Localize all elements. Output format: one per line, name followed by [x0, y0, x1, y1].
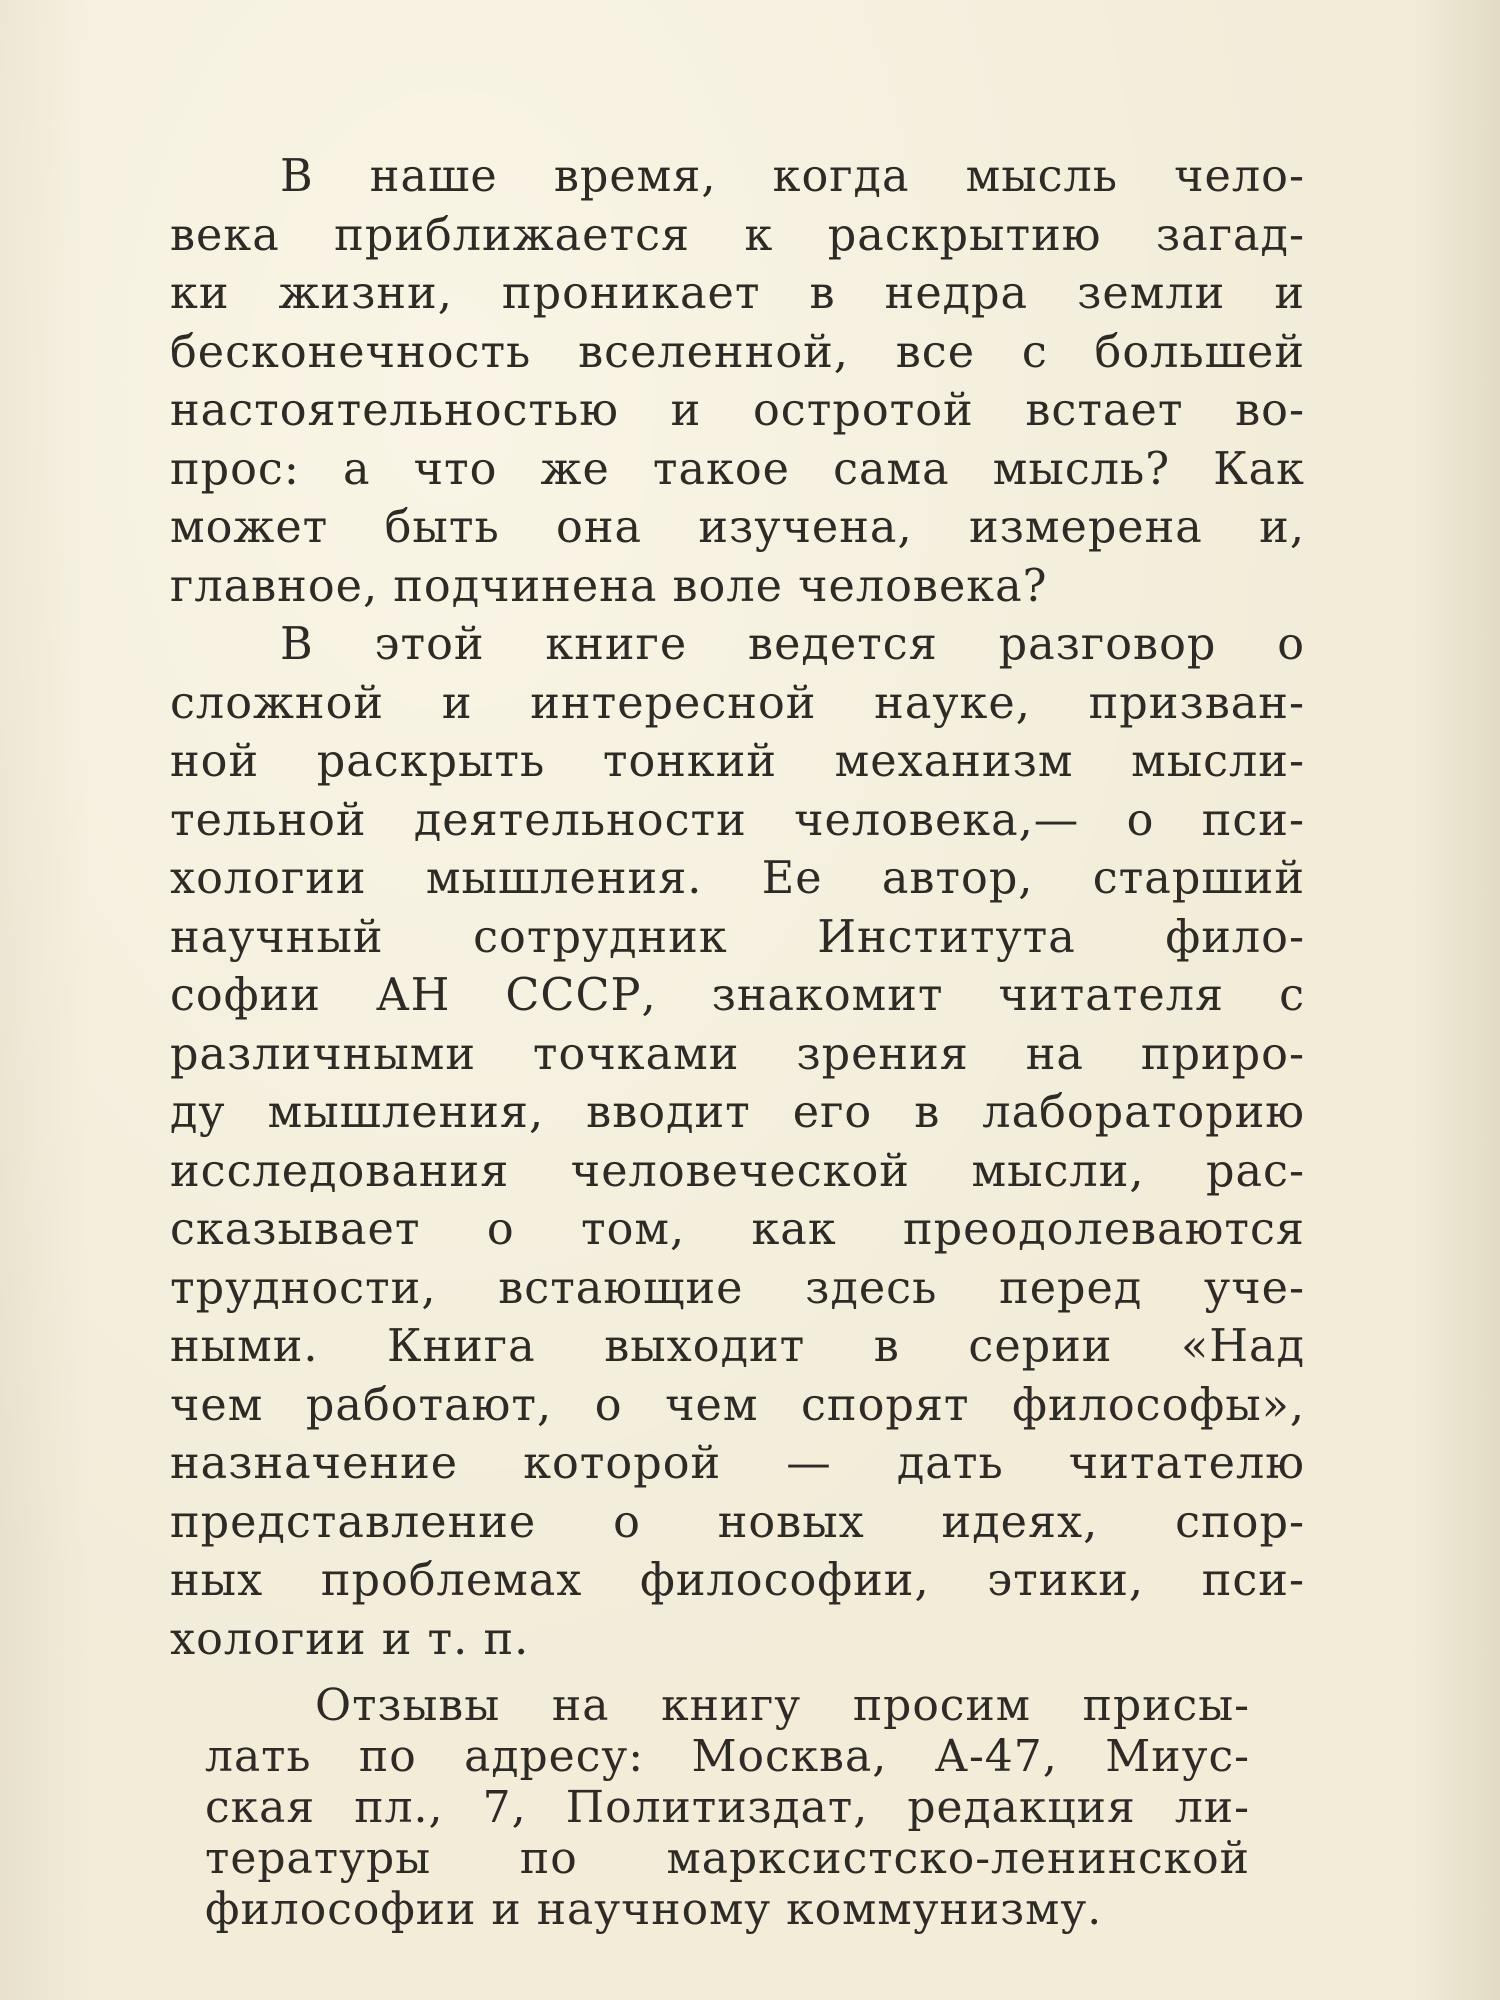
paragraph-2: [170, 616, 1305, 1669]
text-line: В этой книге ведется разговор о: [280, 619, 1305, 670]
text-line: ными. Книга выходит в серии «Над: [170, 1321, 1305, 1372]
text-line: прос: а что же такое сама мысль? Как: [170, 443, 1305, 495]
text-line: тельной деятельности человека,— о пси-: [170, 794, 1305, 846]
notice-line: Отзывы на книгу просим присы-: [315, 1680, 1250, 1731]
notice-line: ская пл., 7, Политиздат, редакция ли-: [205, 1782, 1250, 1833]
text-line: может быть она изучена, измерена и,: [170, 502, 1305, 553]
text-line: хологии мышления. Ее автор, старший: [170, 853, 1305, 904]
notice-line: лать по адресу: Москва, А-47, Миус-: [205, 1731, 1250, 1782]
text-line: ных проблемах философии, этики, пси-: [170, 1555, 1305, 1606]
text-line: сказывает о том, как преодолеваются: [170, 1204, 1305, 1255]
text-line: В наше время, когда мысль чело-: [280, 151, 1305, 202]
text-line: научный сотрудник Института фило-: [170, 911, 1305, 963]
text-line: различными точками зрения на приро-: [170, 1028, 1305, 1080]
text-line: софии АН СССР, знакомит читателя с: [170, 970, 1305, 1021]
paragraph-1: [170, 148, 1305, 616]
text-line: представление о новых идеях, спор-: [170, 1496, 1305, 1548]
text-line: исследования человеческой мысли, рас-: [170, 1145, 1305, 1197]
text-line: трудности, встающие здесь перед уче-: [170, 1262, 1305, 1314]
notice-line: тературы по марксистско-ленинской: [205, 1833, 1250, 1884]
feedback-notice: [205, 1680, 1250, 1935]
text-line: ки жизни, проникает в недра земли и: [170, 268, 1305, 319]
text-line: ду мышления, вводит его в лабораторию: [170, 1087, 1305, 1138]
text-line: главное, подчинена воле человека?: [170, 560, 1048, 612]
text-line: ной раскрыть тонкий механизм мысли-: [170, 736, 1305, 787]
main-text: [170, 148, 1305, 1669]
text-line: века приближается к раскрытию загад-: [170, 209, 1305, 261]
text-line: чем работают, о чем спорят философы»,: [170, 1379, 1305, 1431]
text-line: бесконечность вселенной, все с большей: [170, 326, 1305, 378]
text-line: назначение которой — дать читателю: [170, 1438, 1305, 1489]
text-line: сложной и интересной науке, призван-: [170, 677, 1305, 729]
text-line: настоятельностью и остротой встает во-: [170, 385, 1305, 436]
text-line: хологии и т. п.: [170, 1613, 530, 1665]
notice-line: философии и научному коммунизму.: [205, 1884, 1103, 1935]
